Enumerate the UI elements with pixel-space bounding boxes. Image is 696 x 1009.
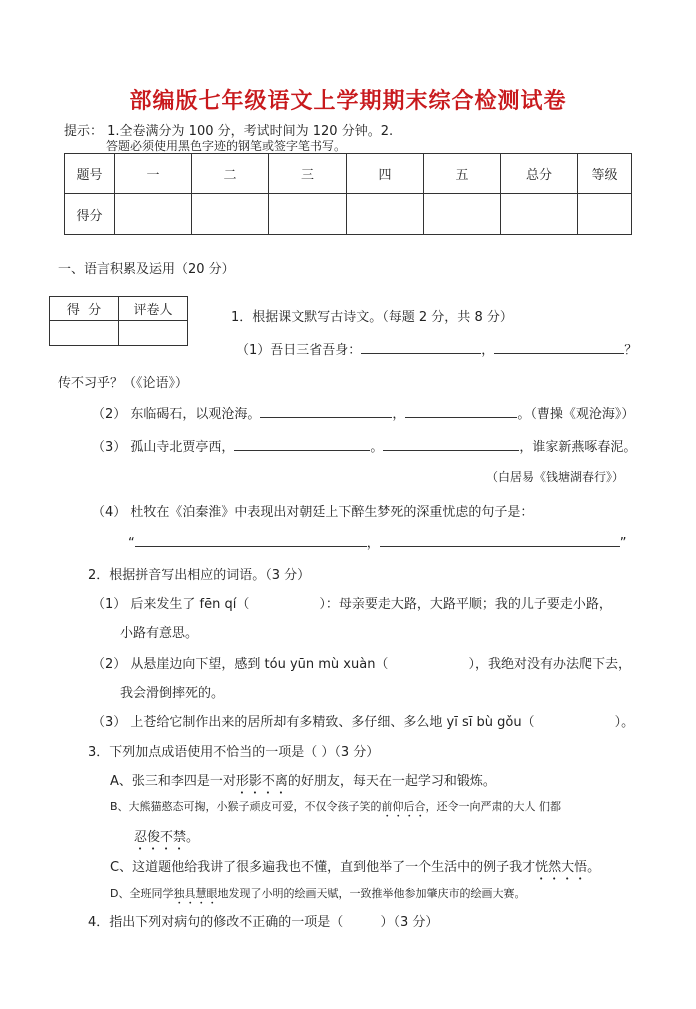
q2-b-pre: （2） 从悬崖边向下望，感到 tóu yūn mù xuàn（	[92, 657, 389, 672]
q2-a-continuation: 小路有意思。	[120, 626, 199, 641]
answer-blank[interactable]	[405, 403, 517, 418]
q1-s1-comma: ，	[481, 343, 495, 358]
q3-option-a[interactable]	[110, 770, 496, 797]
q4-stem: 4．指出下列对病句的修改不正确的一项是（ ）（3 分）	[88, 915, 439, 930]
q1-s1	[236, 339, 637, 358]
header-cell: 等级	[578, 154, 632, 194]
q1-s2-end: 。（曹操《观沧海》）	[517, 407, 635, 422]
section-1-heading: 一、语言积累及运用（20 分）	[58, 262, 235, 277]
option-text: ，还令一向严肃的大人 们都	[425, 800, 562, 813]
q2-b-post: ），我绝对没有办法爬下去，	[468, 657, 631, 672]
q2-stem: 2．根据拼音写出相应的词语。（3 分）	[88, 568, 311, 583]
answer-blank[interactable]	[361, 339, 481, 354]
q1-s3-mid: 。	[370, 440, 384, 455]
score-cell[interactable]	[347, 194, 424, 235]
q1-s3-end: ，谁家新燕啄春泥。	[519, 440, 637, 455]
dotted-idiom: 忍俊不禁	[134, 830, 187, 845]
dotted-idiom: 恍然大悟	[535, 860, 588, 875]
score-cell[interactable]	[424, 194, 501, 235]
grader-score-cell[interactable]	[50, 321, 119, 346]
score-table-header-row	[65, 154, 632, 194]
score-table-score-row	[65, 194, 632, 235]
q3-option-c[interactable]	[110, 856, 600, 883]
q1-s4-comma: ，	[366, 536, 380, 551]
q1-s3-source: （白居易《钱塘湖春行》）	[486, 470, 625, 484]
open-quote: “	[128, 536, 135, 551]
q2-a	[92, 593, 612, 612]
q2-c	[92, 711, 634, 730]
option-text: 。	[186, 830, 200, 845]
header-cell: 四	[347, 154, 424, 194]
q2-c-pre: （3） 上苍给它制作出来的居所却有多精致、多仔细、多么地 yī sī bù gǒu（	[92, 715, 535, 730]
dotted-idiom: 独具慧眼	[173, 887, 218, 900]
answer-blank[interactable]	[383, 436, 519, 451]
q1-s2-comma: ，	[392, 407, 406, 422]
option-text: D、全班同学	[110, 887, 174, 900]
answer-blank[interactable]	[234, 436, 370, 451]
answer-blank[interactable]	[380, 532, 620, 547]
header-cell: 一	[115, 154, 192, 194]
option-text: C、这道题他给我讲了很多遍我也不懂，直到他举了一个生活中的例子我才	[110, 860, 536, 875]
row-label: 得分	[65, 194, 115, 235]
answer-blank[interactable]	[135, 532, 367, 547]
header-cell: 二	[192, 154, 269, 194]
q1-s3-text: （3） 孤山寺北贾亭西，	[92, 440, 235, 455]
grader-name-label: 评卷人	[119, 297, 188, 321]
q1-s2	[92, 403, 634, 422]
option-text: 的好朋友，每天在一起学习和锻炼。	[287, 774, 496, 789]
q1-s4-answer	[128, 532, 627, 551]
option-text: B、大熊猫憨态可掬，小猴子顽皮可爱，不仅令孩子笑的	[110, 800, 382, 813]
q2-b	[92, 653, 631, 672]
q2-a-pre: （1） 后来发生了 fēn qí（	[92, 597, 250, 612]
score-cell[interactable]	[269, 194, 347, 235]
q3-stem: 3．下列加点成语使用不恰当的一项是（ ）（3 分）	[88, 745, 380, 760]
option-text: 地发现了小明的绘画天赋，一致推举他参加肇庆市的绘画大赛。	[217, 887, 526, 900]
tips-line-1: 提示： 1.全卷满分为 100 分，考试时间为 120 分钟。2.	[64, 124, 394, 139]
grader-score-label: 得 分	[50, 297, 119, 321]
option-text: 。	[587, 860, 601, 875]
q3-option-b[interactable]	[110, 798, 561, 820]
header-cell: 题号	[65, 154, 115, 194]
tips-line-2: 答题必须使用黑色字迹的钢笔或签字笔书写。	[106, 139, 347, 153]
score-table	[64, 153, 632, 235]
q3-option-d[interactable]	[110, 885, 525, 907]
q2-a-post: ）：母亲要走大路，大路平顺；我的儿子要走小路，	[319, 597, 612, 612]
header-cell: 五	[424, 154, 501, 194]
score-cell[interactable]	[115, 194, 192, 235]
grader-table	[49, 296, 188, 346]
score-cell[interactable]	[501, 194, 578, 235]
score-cell[interactable]	[578, 194, 632, 235]
q2-c-post: ）。	[614, 715, 635, 730]
dotted-idiom: 形影不离	[235, 774, 288, 789]
q1-stem: 1．根据课文默写古诗文。（每题 2 分，共 8 分）	[231, 310, 513, 325]
q1-s1-end: ？	[624, 343, 638, 358]
q1-s1-continuation: 传不习乎？（《论语》）	[58, 376, 189, 391]
score-cell[interactable]	[192, 194, 269, 235]
exam-title: 部编版七年级语文上学期期末综合检测试卷	[129, 88, 567, 114]
q1-s1-text: （1）吾日三省吾身：	[236, 343, 362, 358]
q2-b-continuation: 我会滑倒摔死的。	[120, 686, 225, 701]
q1-s4-text: （4） 杜牧在《泊秦淮》中表现出对朝廷上下醉生梦死的深重忧虑的句子是：	[92, 505, 534, 520]
q3-option-b-continuation	[134, 826, 199, 853]
header-cell: 三	[269, 154, 347, 194]
close-quote: ”	[619, 536, 627, 551]
grader-name-cell[interactable]	[119, 321, 188, 346]
answer-blank[interactable]	[494, 339, 624, 354]
dotted-idiom: 前仰后合	[381, 800, 426, 813]
header-cell: 总分	[501, 154, 578, 194]
option-text: A、张三和李四是一对	[110, 774, 236, 789]
q1-s3	[92, 436, 636, 455]
q1-s2-text: （2） 东临碣石，以观沧海。	[92, 407, 261, 422]
answer-blank[interactable]	[260, 403, 392, 418]
